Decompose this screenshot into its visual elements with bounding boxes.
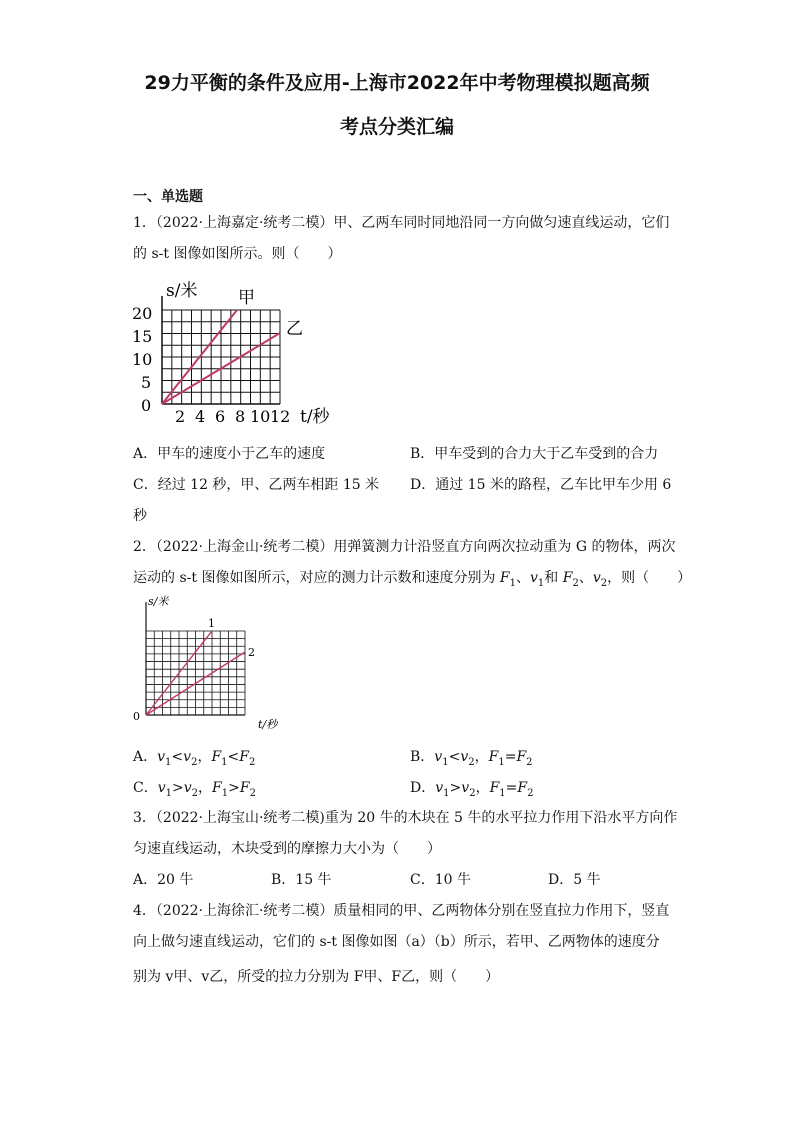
q2-x-label: t/秒 bbox=[258, 718, 278, 731]
q1-y-tick: 20 bbox=[132, 304, 153, 323]
q1-x-tick: 10 bbox=[250, 407, 271, 426]
q2-option-d[interactable]: D．$v_1>v_2$，$F_1=F_2$ bbox=[410, 780, 534, 799]
q1-st-graph bbox=[132, 276, 350, 427]
q1-x-label: t/秒 bbox=[300, 407, 330, 427]
q1-option-c[interactable]: C．经过 12 秒，甲、乙两车相距 15 米 bbox=[133, 477, 380, 493]
q1-y-tick: 15 bbox=[132, 327, 153, 346]
page-title-line2: 考点分类汇编 bbox=[339, 116, 454, 138]
q2-label-2: 2 bbox=[248, 646, 255, 659]
q1-x-tick: 2 bbox=[175, 407, 186, 426]
section-heading: 一、单选题 bbox=[133, 189, 203, 205]
q4-stem-line1: 4．（2022·上海徐汇·统考二模）质量相同的甲、乙两物体分别在竖直拉力作用下，竖直 bbox=[133, 903, 670, 919]
q2-option-c[interactable]: C．$v_1>v_2$，$F_1>F_2$ bbox=[133, 780, 256, 799]
q1-option-a[interactable]: A．甲车的速度小于乙车的速度 bbox=[133, 446, 326, 462]
q3-stem-line2: 匀速直线运动，木块受到的摩擦力大小为（ ） bbox=[133, 841, 441, 857]
q1-y-tick: 5 bbox=[141, 373, 152, 392]
q1-y-tick: 10 bbox=[132, 350, 153, 369]
q2-grid bbox=[146, 631, 245, 715]
page-title: 29力平衡的条件及应用-上海市2022年中考物理模拟题高频 bbox=[144, 72, 650, 94]
q2-option-b[interactable]: B．$v_1<v_2$，$F_1=F_2$ bbox=[410, 749, 533, 768]
q2-option-a[interactable]: A．$v_1<v_2$，$F_1<F_2$ bbox=[133, 749, 256, 768]
q3-option-a[interactable]: A．20 牛 bbox=[133, 872, 194, 888]
q2-stem-line1: 2．（2022·上海金山·统考二模）用弹簧测力计沿竖直方向两次拉动重为 G 的物体，两次 bbox=[133, 539, 676, 555]
q4-stem-line2: 向上做匀速直线运动，它们的 s-t 图像如图（a）（b）所示，若甲、乙两物体的速度分 bbox=[133, 934, 660, 950]
q3-option-b[interactable]: B．15 牛 bbox=[271, 872, 332, 888]
q2-origin-label: 0 bbox=[133, 710, 140, 723]
q1-x-tick: 12 bbox=[270, 407, 291, 426]
q1-option-d-cont: 秒 bbox=[133, 508, 147, 524]
q3-stem-line1: 3．（2022·上海宝山·统考二模)重为 20 牛的木块在 5 牛的水平拉力作用下沿水平方向作 bbox=[133, 810, 678, 826]
q1-y-tick: 0 bbox=[141, 396, 152, 415]
q2-st-graph bbox=[130, 594, 278, 732]
q2-y-label: s/米 bbox=[148, 595, 169, 608]
q1-grid bbox=[162, 310, 280, 404]
q1-x-tick: 6 bbox=[215, 407, 226, 426]
q1-label-jia: 甲 bbox=[238, 288, 255, 308]
q1-option-d[interactable]: D．通过 15 米的路程，乙车比甲车少用 6 bbox=[410, 477, 672, 493]
q1-x-tick: 8 bbox=[235, 407, 246, 426]
q3-option-d[interactable]: D．5 牛 bbox=[548, 872, 601, 888]
q3-option-c[interactable]: C．10 牛 bbox=[410, 872, 471, 888]
q1-label-yi: 乙 bbox=[286, 319, 303, 339]
q2-stem-line2: 运动的 s-t 图像如图所示，对应的测力计示数和速度分别为 $F_1$、$v_1$和 $F_2$、$v_2$，则（ ） bbox=[133, 570, 692, 589]
q4-stem-line3: 别为 v甲、v乙，所受的拉力分别为 F甲、F乙，则（ ） bbox=[133, 969, 500, 985]
q2-label-1: 1 bbox=[208, 617, 215, 630]
q1-stem-line1: 1．（2022·上海嘉定·统考二模）甲、乙两车同时同地沿同一方向做匀速直线运动，它们 bbox=[133, 215, 670, 231]
q1-stem-line2: 的 s-t 图像如图所示。则（ ） bbox=[133, 246, 342, 262]
q1-y-label: s/米 bbox=[166, 281, 198, 301]
q1-x-tick: 4 bbox=[195, 407, 206, 426]
q1-option-b[interactable]: B．甲车受到的合力大于乙车受到的合力 bbox=[410, 446, 659, 462]
